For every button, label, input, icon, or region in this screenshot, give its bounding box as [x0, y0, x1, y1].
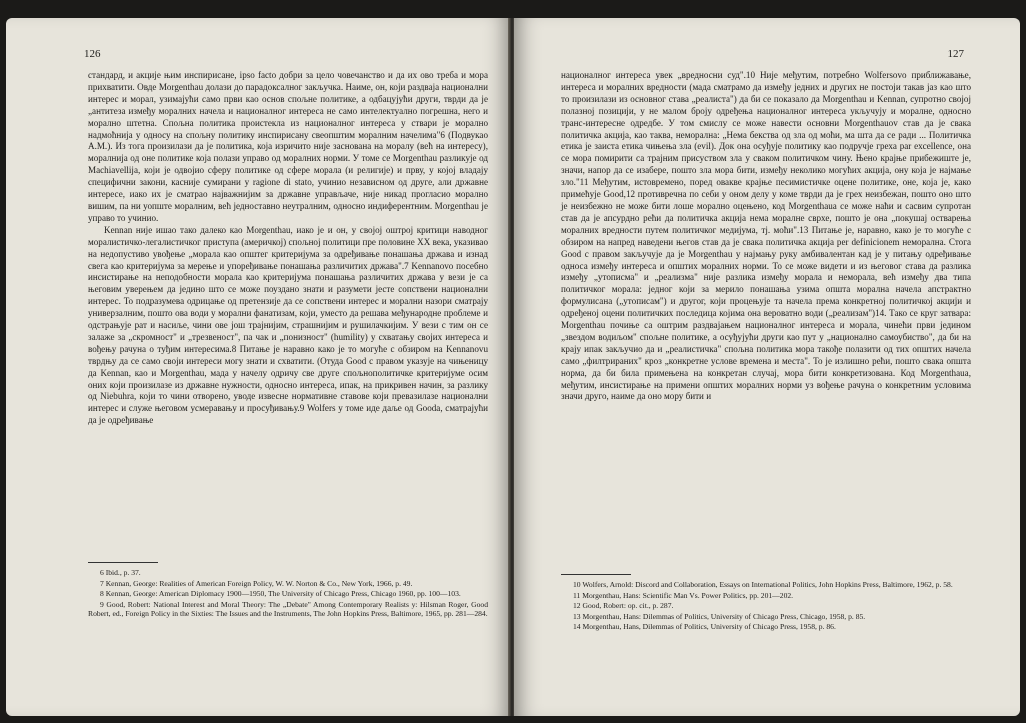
left-page	[6, 18, 510, 716]
footnote: 8 Kennan, George: American Diplomacy 1900—1950, The University of Chicago Press, Chicago 1960, pp. 100—103.	[100, 589, 461, 599]
right-footnotes	[561, 580, 971, 633]
footnote-rule	[561, 574, 631, 575]
footnote: 12 Good, Robert: op. cit., p. 287.	[573, 601, 674, 611]
footnote: 11 Morgenthau, Hans: Scientific Man Vs. Power Politics, pp. 201—202.	[573, 590, 794, 600]
paragraph: Kennan није ишао тако далеко као Morgenthau, иако је и он, у својој оштрој критици наводног моралистичко-легалистичког приступа (америчкој) спољној политици пре половине XX века, указивао на недопустиво увођење „морала као општег критеријума за одређивање понашања држава и изнад свега као критеријума за мерење и упоређивање понашања различитих држава".7 Kennanovo посебно инсистирање на неподобности морала као критеријума понашања различитих држава у вези је са његовим уверењем да једино што се може поуздано знати и разумети јесте сопствени национални интерес. То подразумева одрицање од претензије да се сопствени интерес и морални назори сматрају универзалним, пошто ова води у морални фанатизам, који, уместо да решава међународне проблеме и одстрањује рат и насиље, чини ове још трајнијим, страшнијим и рушилачкијим. У вези с тим он се залаже за „скромност" и „трезвеност", па чак и „понизност" (humility) у схватању својих интереса и вођењу рачуна о туђим интересима.8 Питање је наравно како је то могуће с обзиром на Kennanovu тврдњу да се само своји интереси могу знати и схватити. (Отуда Good с правом указује на чињеницу да Kennan, као и Morgenthau, мада у начелу одричу све друге спољнополитичке критеријуме осим оних који произилазе из државне нужности, односно интереса, ипак, на прикривен начин, за разлику од Niebuhra, који то чини отворено, уводе извесне нормативне ставове који превазилазе национални интерес и служе његовом усмеравању и просуђивању.9 Wolfers у томе иде даље од Gooda, сматрајући да је одређивање	[88, 224, 488, 426]
footnote: 7 Kennan, George: Realities of American Foreign Policy, W. W. Norton & Co., New York, 1966, p. 49.	[100, 578, 413, 588]
right-page-body	[561, 70, 971, 403]
paragraph: националног интереса увек „вредносни суд".10 Није међутим, потребно Wolfersovo приближавање, интереса и моралних вредности (мада сматрамо да између једних и других не постоји такав јаз као што то произилази из основног става „реалиста") да би се показало да Morgenthau и Kennan, супротно својој полазној позицији, у не малом броју одређења националног интереса укључују и моралне, односно транс-интересне одредбе. У том смислу се може навести основни Morgenthauov став да је свака политичка акција, као таква, неморална: „Нема бекства од зла од моћи, ма шта да се ради ... Политичка етика је заиста етика чињења зла (evil). Док она осуђује политику као подручје греха par excellence, она се мора помирити са трајним присуством зла у сваком политичком чину. Њено крајње прибежиште је, значи, напор да се изабере, пошто зла мора бити, између неколико могућих акција, ону која је најмање зло."11 Међутим, истовремено, поред овакве крајње песимистичке оцене политике, оне, која је, како примећује Good,12 противречна по себи у оном делу у коме тврди да је грех неизбежан, пошто оно што је неизбежно не може бити лоше морално оцењено, код Morgenthaua се може наћи и сасвим супротан став да је апсурдно рећи да политичка акција нема моралне сврхе, пошто је она „покушај остварења моралних вредности путем политичког медијума, тј. моћи".13 Питање је, наравно, како је то могуће с обзиром на напред наведени његов став да је свака политичка акција per definicionem неморална. Стога Good с правом закључује да је Morgenthau у најмању руку амбивалентан кад је у питању одређивање односа између интереса и општих моралних норми. То се може видети и из његовог става да разлика између „утописма" и „реализма" није разлика између морала и неморала, већ између два типа политичког морала: једног који за мерило понашања узима општа морална начела апстрактно формулисана („утописам") и другог, који процењује та начела према конкретној политичкој акцији и одређеној оцени политичких последица којима она вероватно води („реализам")14. Тако се круг затвара: Morgenthau почиње са оштрим раздвајањем националног интереса и морала, чинећи први једином „звездом водиљом" спољне политике, а осуђујући други као пут у „национално самоубиство", да би на крају ипак закључио да и „реалистичка" спољна политика мора такође полазити од тих општих начела само „филтрираних" кроз „конкретне услове времена и места". То је излишно рећи, пошто свака општа норма, да би била примењена на конкретан случај, мора бити конкретизована. Код Morgenthaua, међутим, инсистирање на примени општих моралних норми уз вођење рачуна о конкретним условима значи друго, наиме да оно мору бити и	[561, 70, 971, 402]
footnote: 13 Morgenthau, Hans: Dilemmas of Politics, University of Chicago Press, Chicago, 1958, p. 85.	[573, 611, 866, 621]
footnote: 9 Good, Robert: National Interest and Moral Theory: The „Debate" Among Contemporary Realists у: Hilsman Roger, Good Robert, ed., Foreign Policy in the Sixties: The Issues and the Instruments, The John Hopkins Press, Baltimore, 1965, pp. 281—284.	[88, 599, 488, 619]
left-page-body	[88, 70, 488, 427]
paragraph: стандард, и акције њим инспирисане, ipso facto добри за цело човечанство и да их ово треба и мора прихватити. Овде Morgenthau долази до парадоксалног закључка. Наиме, он, који раздваја национални интерес и морал, узимајући само први као основ спољне политике, а одбацујући други, тврди да је „антитеза између моралних начела и националног интереса не само интелектуално погрешна, него и морално штетна. Спољна политика проистекла из националног интереса у ствари је морално надмоћнија у односу на спољну политику инспирисану свеопштим моралним начелима"6 (Подвукао А.М.). Из тога произилази да је политика, која изричито није заснована на моралу (већ на интересу), моралнија од оне политике која полази управо од моралних норми. У томе се Morgenthau разликује од Machiavellija, који је одвојио сферу политике од сфере морала (и религије) и прву, у којој владају специфични закони, касније сумирани у ragione di stato, учинио независном од друге, али државне интересе, иако их је сматрао најважнијим за државне управљаче, није никад прогласио морално вишим, па ни уопште моралним, већ једноставно неутралним, односно индиферентним. Morgenthau је управо то учинио.	[88, 70, 488, 223]
footnote-rule	[88, 562, 158, 563]
left-footnotes	[88, 568, 488, 620]
footnote: 6 Ibid., p. 37.	[100, 568, 141, 577]
footnote: 10 Wolfers, Arnold: Discord and Collaboration, Essays on International Politics, John Hopkins Press, Baltimore, 1962, p. 58.	[573, 580, 953, 589]
page-number-left: 126	[84, 48, 101, 60]
right-page	[514, 18, 1020, 716]
page-number-right: 127	[947, 48, 964, 60]
footnote: 14 Morgenthau, Hans, Dilemmas of Politics, University of Chicago Press, 1958, p. 86.	[573, 622, 836, 632]
